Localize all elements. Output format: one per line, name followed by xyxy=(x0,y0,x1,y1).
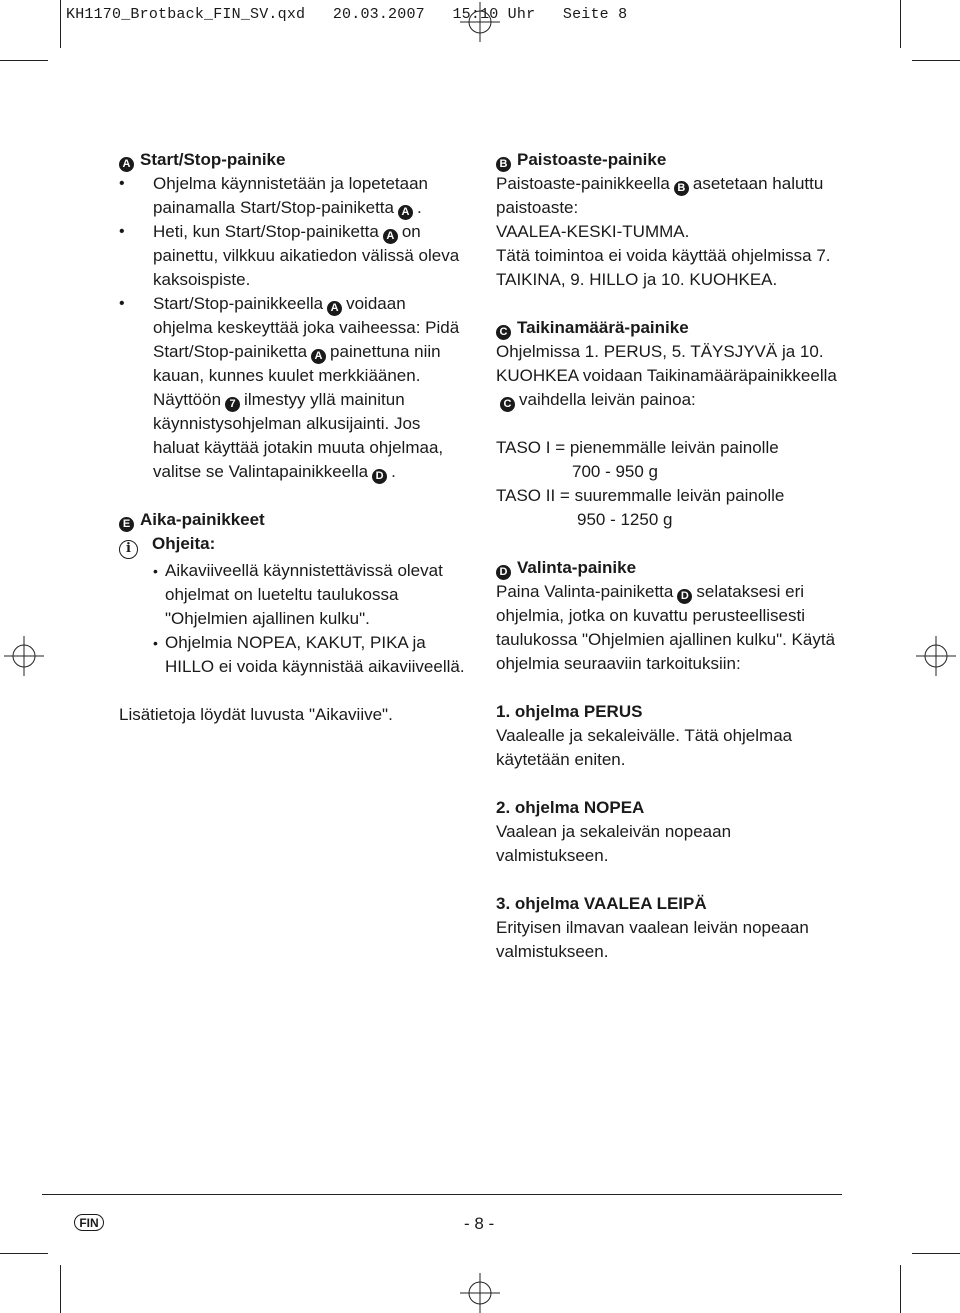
paragraph: Tätä toimintoa ei voida käyttää ohjelmissa 7. TAIKINA, 9. HILLO ja 10. KUOHKEA. xyxy=(496,246,831,289)
footer-divider xyxy=(42,1194,842,1195)
badge-c-icon: C xyxy=(496,325,511,340)
badge-7-icon: 7 xyxy=(225,397,240,412)
badge-a-icon: A xyxy=(383,229,398,244)
paragraph: Ohjelmissa 1. PERUS, 5. TÄYSJYVÄ ja 10. KUOHKEA voidaan TaikinamääräpainikkeellaC vaihdella leivän painoa: xyxy=(496,342,837,410)
paragraph: Paistoaste-painikkeella B asetetaan haluttu paistoaste: xyxy=(496,174,824,217)
list-item: • Ohjelma käynnistetään ja lopetetaan painamalla Start/Stop-painiketta A . xyxy=(119,172,469,220)
crop-mark xyxy=(0,1253,48,1254)
section-d-heading: D Valinta-painike xyxy=(496,556,846,580)
badge-d-icon: D xyxy=(496,565,511,580)
badge-b-icon: B xyxy=(674,181,689,196)
crop-mark xyxy=(900,0,901,48)
section-e-heading: E Aika-painikkeet xyxy=(119,508,469,532)
crop-mark xyxy=(60,0,61,48)
section-b-heading: B Paistoaste-painike xyxy=(496,148,846,172)
page-number: - 8 - xyxy=(464,1214,495,1233)
level-2-text: TASO II = suuremmalle leivän painolle xyxy=(496,486,785,505)
print-header: KH1170_Brotback_FIN_SV.qxd 20.03.2007 15:10 Uhr Seite 8 xyxy=(66,6,628,23)
badge-a-icon: A xyxy=(119,157,134,172)
program-1-title: 1. ohjelma PERUS xyxy=(496,702,643,721)
list-item: • Start/Stop-painikkeella A voidaan ohjelma keskeyttää joka vaiheessa: Pidä Start/Stop-painiketta A painettuna niin kauan, kunnes kuulet merkkiäänen. Näyttöön 7 ilmestyy yllä mainitun käynnistysohjelman alkusijainti. Jos haluat käyttää jotakin muuta ohjelmaa, valitse se Valintapainikkeella D . xyxy=(119,292,469,484)
registration-mark-icon xyxy=(4,636,44,676)
section-c-heading: C Taikinamäärä-painike xyxy=(496,316,846,340)
paragraph: VAALEA-KESKI-TUMMA. xyxy=(496,222,690,241)
badge-d-icon: D xyxy=(372,469,387,484)
info-list xyxy=(119,559,469,679)
section-a-heading: A Start/Stop-painike xyxy=(119,148,469,172)
level-1-weight: 700 - 950 g xyxy=(572,462,659,481)
badge-e-icon: E xyxy=(119,517,134,532)
level-2-weight: 950 - 1250 g xyxy=(577,510,673,529)
crop-mark xyxy=(0,60,48,61)
crop-mark xyxy=(60,1265,61,1313)
badge-a-icon: A xyxy=(398,205,413,220)
program-2-title: 2. ohjelma NOPEA xyxy=(496,798,645,817)
program-3-text: Erityisen ilmavan vaalean leivän nopeaan valmistukseen. xyxy=(496,918,809,961)
info-heading: i Ohjeita: xyxy=(119,532,469,559)
badge-a-icon: A xyxy=(311,349,326,364)
list-item: • Ohjelmia NOPEA, KAKUT, PIKA ja HILLO ei voida käynnistää aikaviiveellä. xyxy=(153,631,469,679)
badge-b-icon: B xyxy=(496,157,511,172)
list-item: • Aikaviiveellä käynnistettävissä olevat ohjelmat on lueteltu taulukossa "Ohjelmien ajallinen kulku". xyxy=(153,559,469,631)
more-info-text: Lisätietoja löydät luvusta "Aikaviive". xyxy=(119,704,393,724)
badge-d-icon: D xyxy=(677,589,692,604)
crop-mark xyxy=(912,1253,960,1254)
level-1-text: TASO I = pienemmälle leivän painolle xyxy=(496,438,779,457)
badge-c-icon: C xyxy=(500,397,515,412)
info-icon: i xyxy=(119,540,138,559)
language-badge: FIN xyxy=(74,1214,104,1231)
paragraph: Paina Valinta-painiketta D selataksesi eri ohjelmia, jotka on kuvattu perusteellisesti taulukossa "Ohjelmien ajallinen kulku". Käytä ohjelmia seuraaviin tarkoituksiin: xyxy=(496,582,836,673)
left-column xyxy=(119,148,469,727)
badge-a-icon: A xyxy=(327,301,342,316)
program-1-text: Vaalealle ja sekaleivälle. Tätä ohjelmaa käytetään eniten. xyxy=(496,726,793,769)
registration-mark-icon xyxy=(460,1273,500,1313)
right-column xyxy=(496,148,846,964)
crop-mark xyxy=(912,60,960,61)
registration-mark-icon xyxy=(916,636,956,676)
program-2-text: Vaalean ja sekaleivän nopeaan valmistukseen. xyxy=(496,822,732,865)
program-3-title: 3. ohjelma VAALEA LEIPÄ xyxy=(496,894,707,913)
list-item: • Heti, kun Start/Stop-painiketta A on painettu, vilkkuu aikatiedon välissä oleva kaksoispiste. xyxy=(119,220,469,292)
crop-mark xyxy=(900,1265,901,1313)
